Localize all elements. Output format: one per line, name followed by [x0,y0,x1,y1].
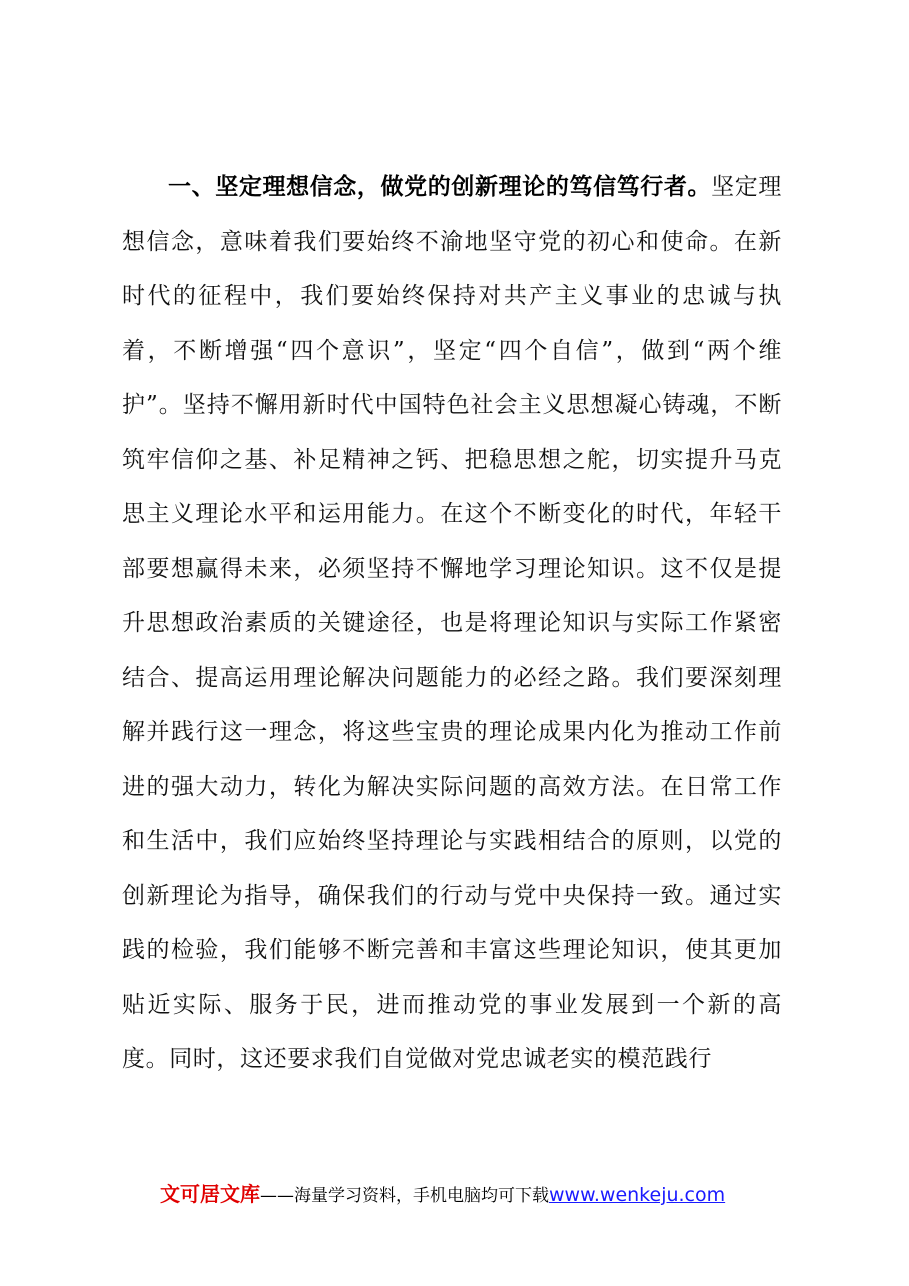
section-heading: 一、坚定理想信念，做党的创新理论的笃信笃行者。 [168,174,712,200]
body-paragraph [122,160,782,1087]
footer-website-link[interactable]: www.wenkeju.com [549,1184,726,1206]
footer-banner [160,1178,800,1218]
footer-description: ——海量学习资料，手机电脑均可下载 [260,1186,549,1206]
footer-brand-name: 文可居文库 [160,1182,260,1206]
paragraph-text: 坚定理想信念，意味着我们要始终不渝地坚守党的初心和使命。在新时代的征程中，我们要始终保持对共产主义事业的忠诚与执着，不断增强“四个意识”，坚定“四个自信”，做到“两个维护”。坚持不懈用新时代中国特色社会主义思想凝心铸魂，不断筑牢信仰之基、补足精神之钙、把稳思想之舵，切实提升马克思主义理论水平和运用能力。在这个不断变化的时代，年轻干部要想赢得未来，必须坚持不懈地学习理论知识。这不仅是提升思想政治素质的关键途径，也是将理论知识与实际工作紧密结合、提高运用理论解决问题能力的必经之路。我们要深刻理解并践行这一理念，将这些宝贵的理论成果内化为推动工作前进的强大动力，转化为解决实际问题的高效方法。在日常工作和生活中，我们应始终坚持理论与实践相结合的原则，以党的创新理论为指导，确保我们的行动与党中央保持一致。通过实践的检验，我们能够不断完善和丰富这些理论知识，使其更加贴近实际、服务于民，进而推动党的事业发展到一个新的高度。同时，这还要求我们自觉做对党忠诚老实的模范践行 [122,174,782,1072]
